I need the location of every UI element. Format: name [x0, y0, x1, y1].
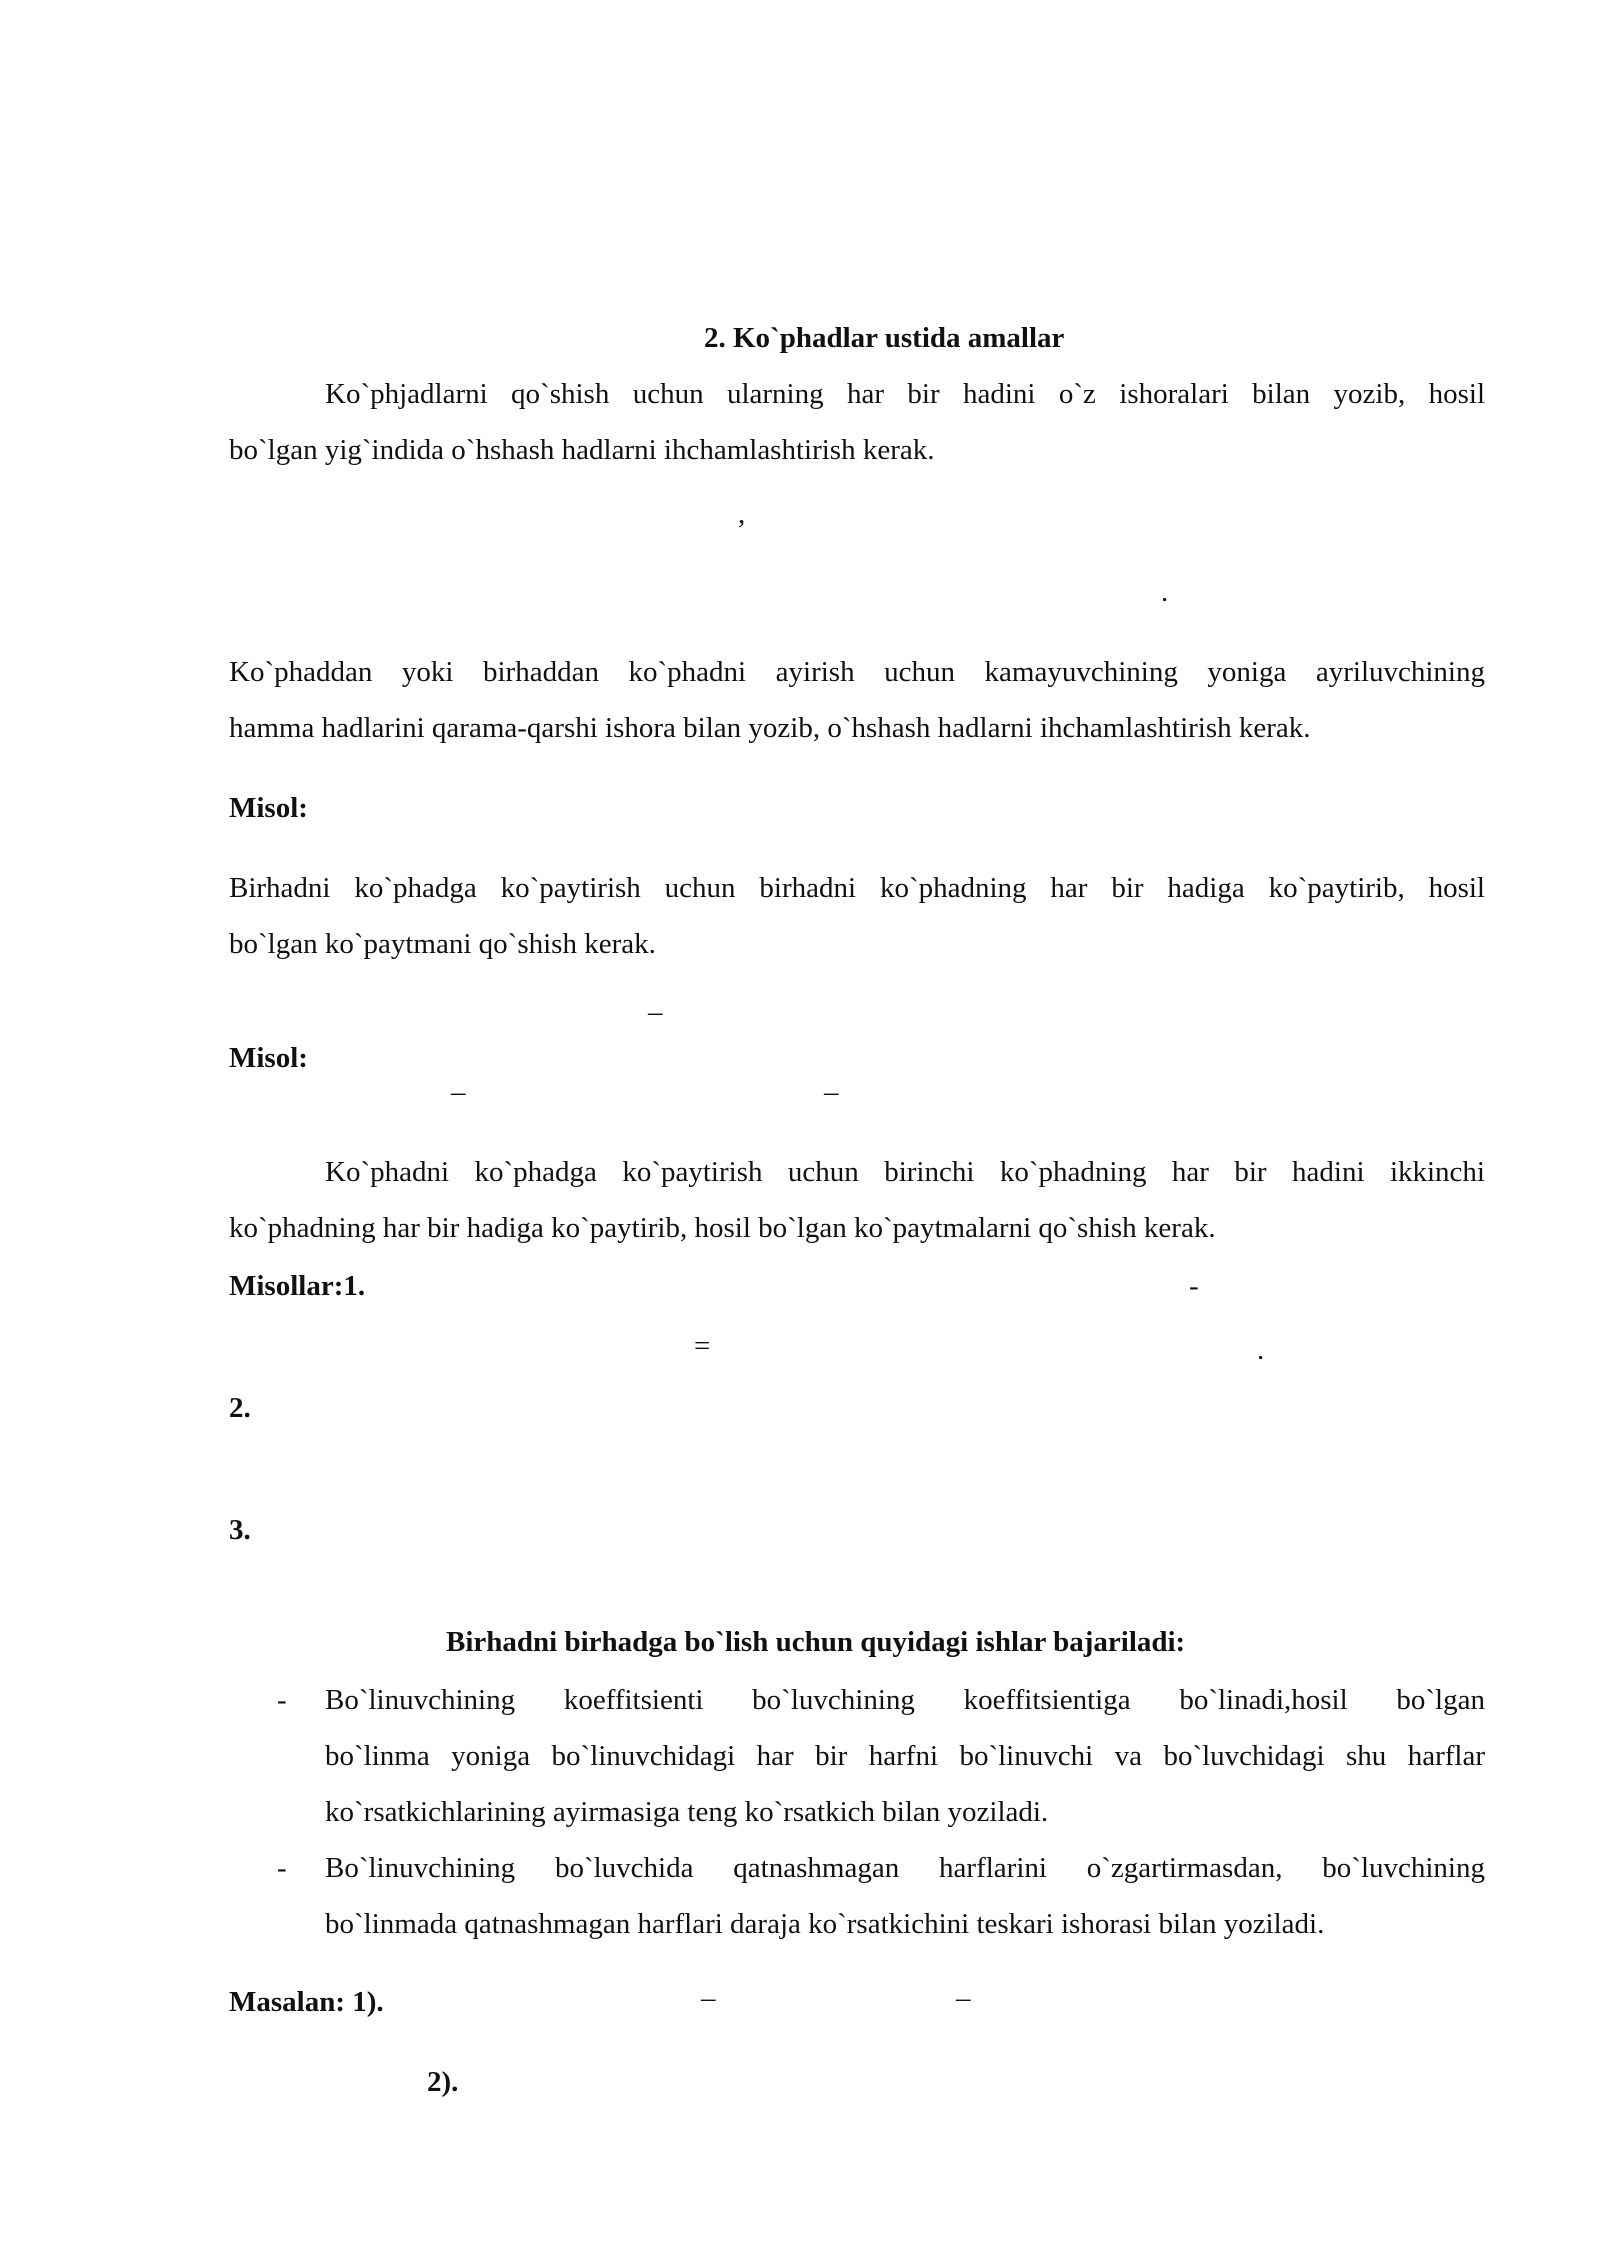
- formula-dash-4: –: [701, 1982, 716, 2014]
- formula-dash-1: –: [648, 996, 663, 1028]
- formula-period-2: .: [1257, 1334, 1265, 1366]
- examples-label: Misollar:1.: [229, 1270, 366, 1302]
- subtraction-paragraph-line-2: hamma hadlarini qarama-qarshi ishora bilan yozib, o`hshash hadlarni ihchamlashtirish kerak.: [229, 712, 1311, 744]
- rule-2-line-2: bo`linmada qatnashmagan harflari daraja ko`rsatkichini teskari ishorasi bilan yoziladi.: [325, 1908, 1325, 1940]
- formula-comma: ,: [738, 498, 746, 530]
- rule-1-line-1: Bo`linuvchining koeffitsienti bo`luvchining koeffitsientiga bo`linadi,hosil bo`lgan: [325, 1684, 1485, 1716]
- mono-poly-paragraph-line-1: Birhadni ko`phadga ko`paytirish uchun birhadni ko`phadning har bir hadiga ko`paytirib, hosil: [229, 872, 1485, 904]
- example-label-1: Misol:: [229, 792, 308, 824]
- for-example-label: Masalan: 1).: [229, 1986, 384, 2018]
- formula-dash-2: –: [451, 1076, 466, 1108]
- rule-1-line-2: bo`linma yoniga bo`linuvchidagi har bir harfni bo`linuvchi va bo`luvchidagi shu harflar: [325, 1740, 1485, 1772]
- addition-paragraph-line-1: Ko`phjadlarni qo`shish uchun ularning har bir hadini o`z ishoralari bilan yozib, hosil: [325, 378, 1485, 410]
- formula-period: .: [1161, 576, 1169, 608]
- for-example-label-2: 2).: [427, 2066, 459, 2098]
- addition-paragraph-line-2: bo`lgan yig`indida o`hshash hadlarni ihchamlashtirish kerak.: [229, 434, 935, 466]
- example-label-2: Misol:: [229, 1042, 308, 1074]
- section-heading: 2. Ko`phadlar ustida amallar: [704, 322, 1065, 354]
- example-number-2: 2.: [229, 1392, 251, 1424]
- poly-poly-paragraph-line-2: ko`phadning har bir hadiga ko`paytirib, hosil bo`lgan ko`paytmalarni qo`shish kerak.: [229, 1212, 1216, 1244]
- division-heading: Birhadni birhadga bo`lish uchun quyidagi ishlar bajariladi:: [446, 1626, 1186, 1658]
- rule-bullet-2: -: [277, 1852, 287, 1884]
- formula-equals: =: [694, 1330, 711, 1362]
- poly-poly-paragraph-line-1: Ko`phadni ko`phadga ko`paytirish uchun birinchi ko`phadning har bir hadini ikkinchi: [325, 1156, 1485, 1188]
- formula-dash-5: –: [956, 1982, 971, 2014]
- rule-2-line-1: Bo`linuvchining bo`luvchida qatnashmagan harflarini o`zgartirmasdan, bo`luvchining: [325, 1852, 1485, 1884]
- rule-bullet-1: -: [277, 1684, 287, 1716]
- rule-1-line-3: ko`rsatkichlarining ayirmasiga teng ko`rsatkich bilan yoziladi.: [325, 1796, 1049, 1828]
- mono-poly-paragraph-line-2: bo`lgan ko`paytmani qo`shish kerak.: [229, 928, 656, 960]
- example-number-3: 3.: [229, 1514, 251, 1546]
- formula-dash-3: –: [824, 1076, 839, 1108]
- subtraction-paragraph-line-1: Ko`phaddan yoki birhaddan ko`phadni ayirish uchun kamayuvchining yoniga ayriluvchining: [229, 656, 1485, 688]
- formula-minus: -: [1189, 1270, 1199, 1302]
